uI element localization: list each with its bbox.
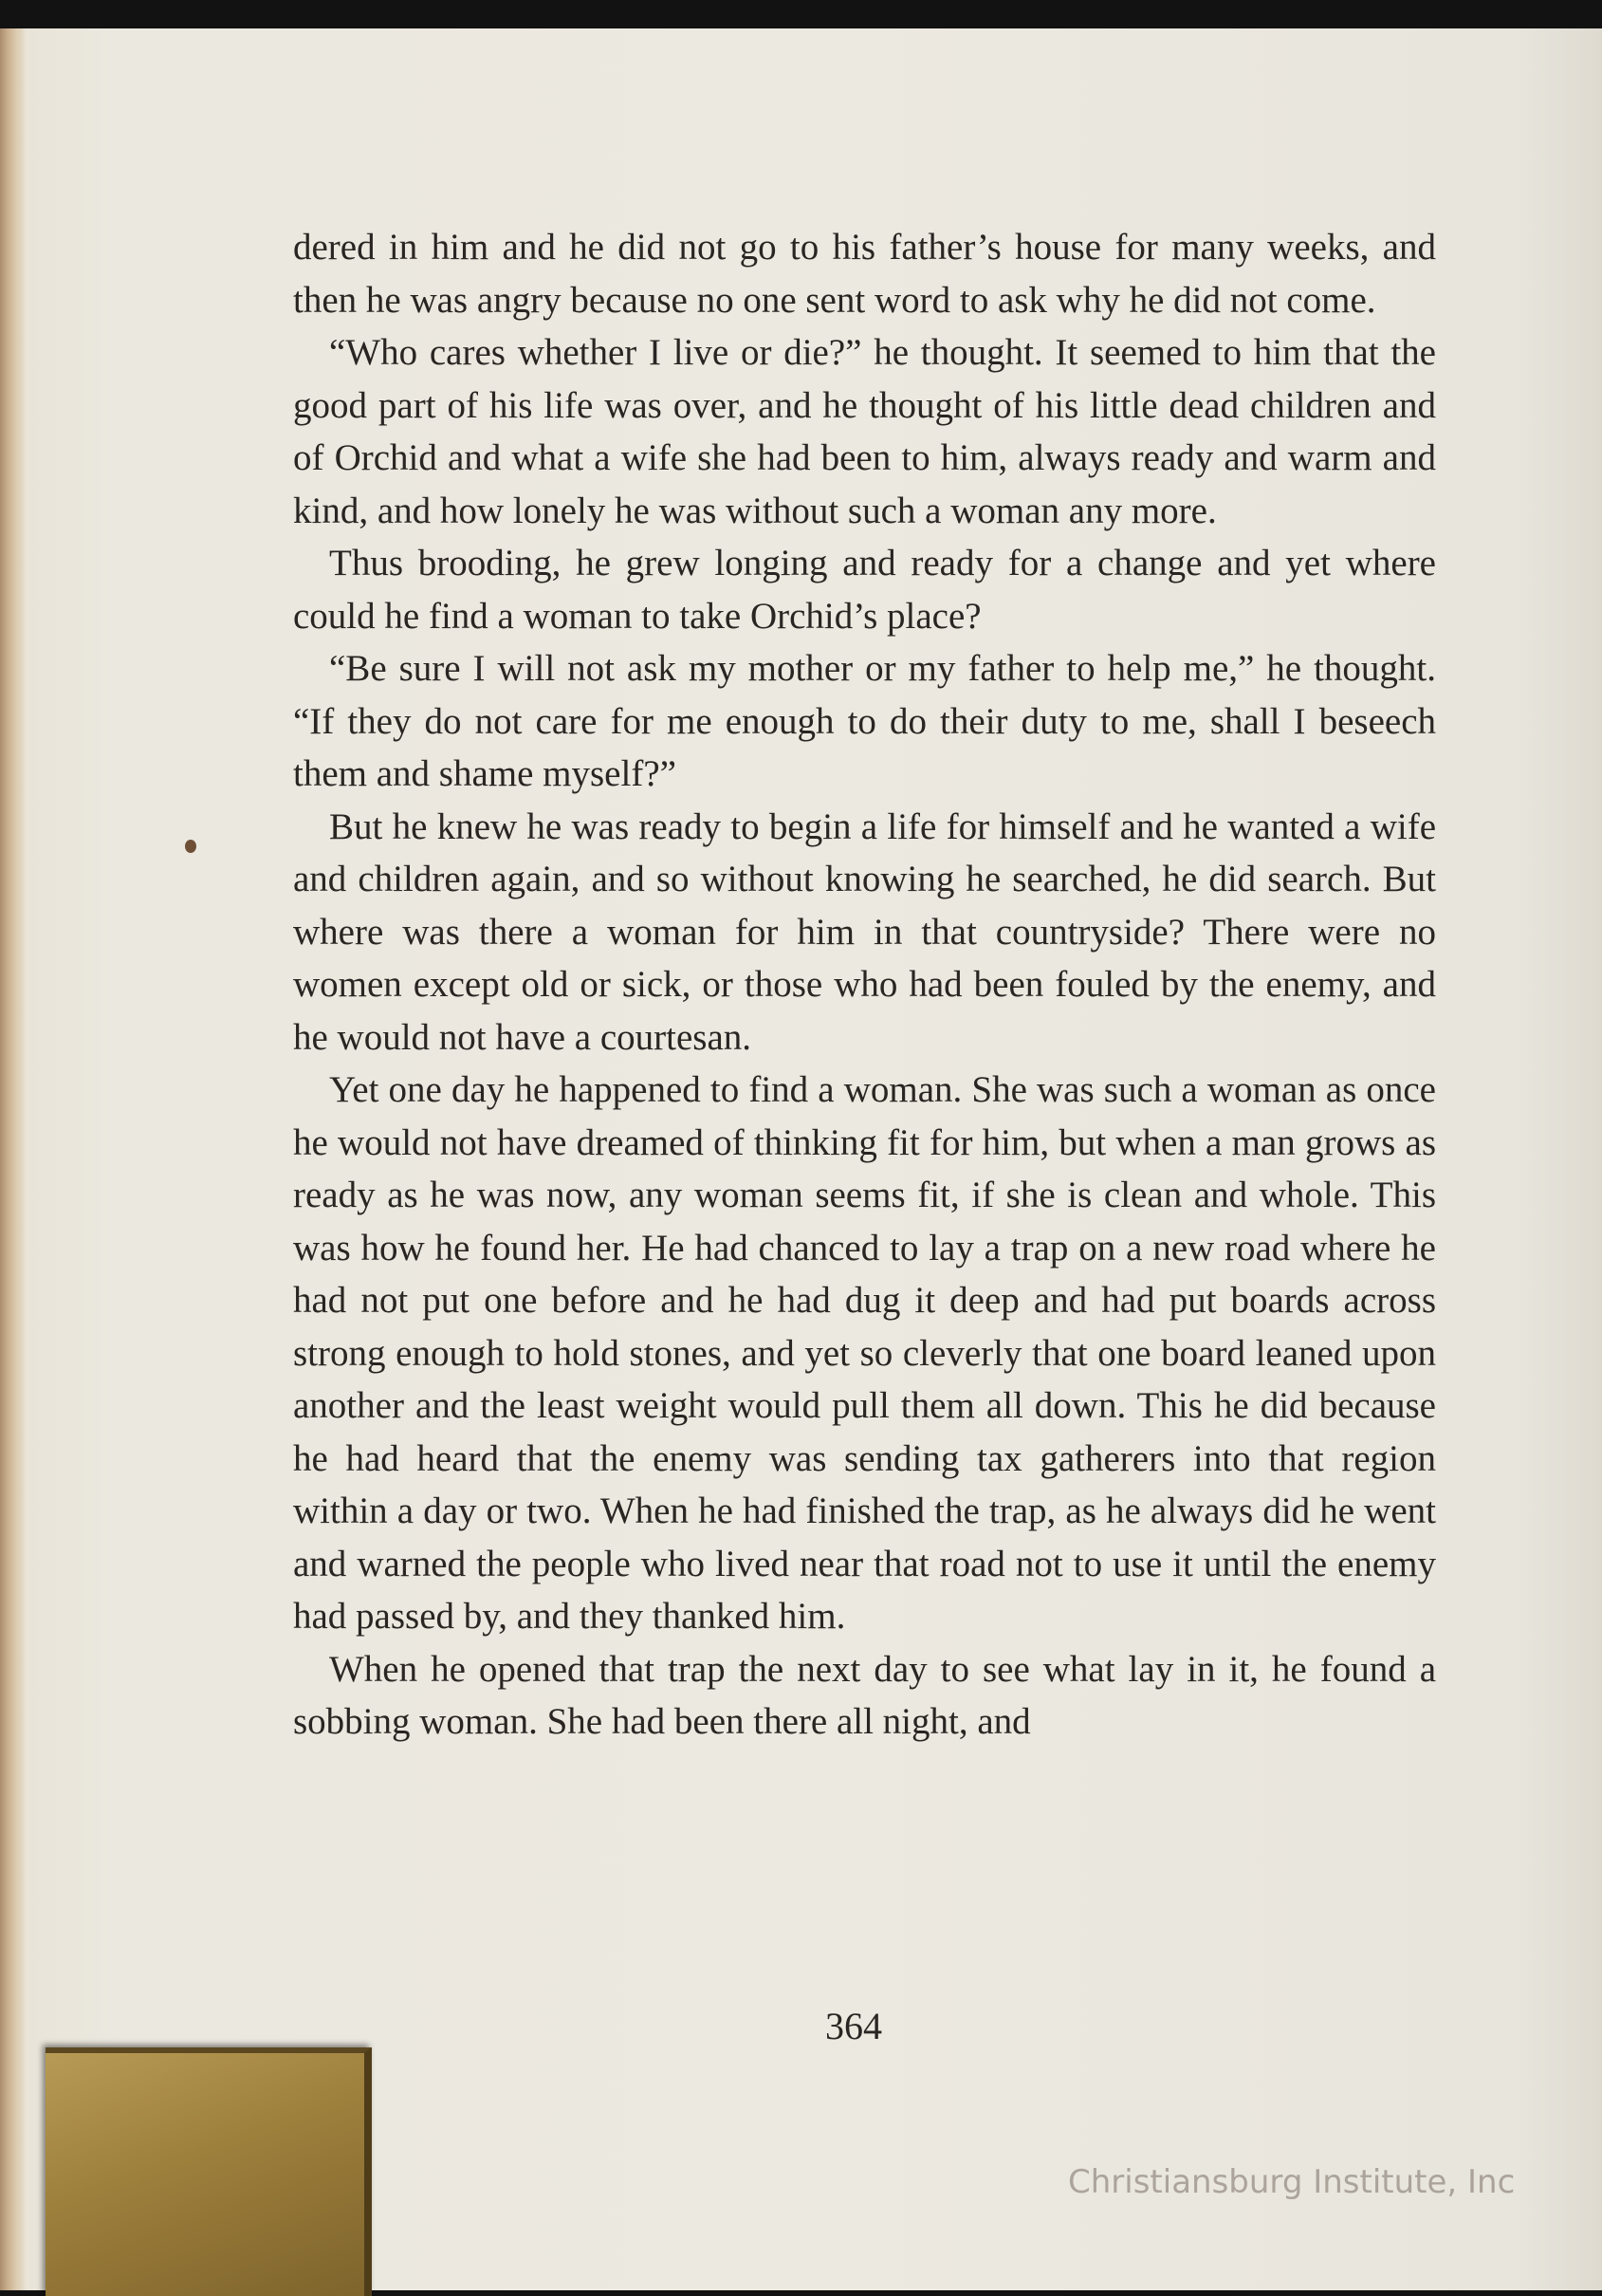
page-number: 364 [825,2005,882,2047]
body-text [293,221,1436,1749]
paragraph: “Be sure I will not ask my mother or my father to help me,” he thought. “If they do not care for me enough to do their duty to me, shall I beseech them and shame myself?” [293,648,1436,794]
paragraph: But he knew he was ready to begin a life for himself and he wanted a wife and children again, and so without knowing he searched, he did search. But where was there a woman for him in that countryside? There were no women except old or sick, or those who had been fouled by the enemy, and he would not have a courtesan. [293,805,1436,1058]
book-support-block [46,2047,372,2296]
ink-speck [185,840,196,853]
watermark: Christiansburg Institute, Inc [1068,2163,1516,2201]
paragraph: dered in him and he did not go to his father’s house for many weeks, and then he was angry because no one sent word to ask why he did not come. [293,227,1436,321]
paragraph: “Who cares whether I live or die?” he thought. It seemed to him that the good part of his life was over, and he thought of his little dead children and of Orchid and what a wife she had been to him, always ready and warm and kind, and how lonely he was without such a woman any more. [293,332,1436,531]
paragraph: Yet one day he happened to find a woman. She was such a woman as once he would not have dreamed of thinking fit for him, but when a man grows as ready as he was now, any woman seems fit, if she is clean and whole. This was how he found her. He had chanced to lay a trap on a new road where he had not put one before and he had dug it deep and had put boards across strong enough to hold stones, and yet so cleverly that one board leaned upon another and the least weight would pull them all down. This he did because he had heard that the enemy was sending tax gatherers into that region within a day or two. When he had finished the trap, as he always did he went and warned the people who lived near that road not to use it until the enemy had passed by, and they thanked him. [293,1069,1436,1637]
paragraph: When he opened that trap the next day to see what lay in it, he found a sobbing woman. She had been there all night, and [293,1648,1436,1742]
paragraph: Thus brooding, he grew longing and ready for a change and yet where could he find a woman to take Orchid’s place? [293,543,1436,637]
page-edge [0,28,27,2290]
